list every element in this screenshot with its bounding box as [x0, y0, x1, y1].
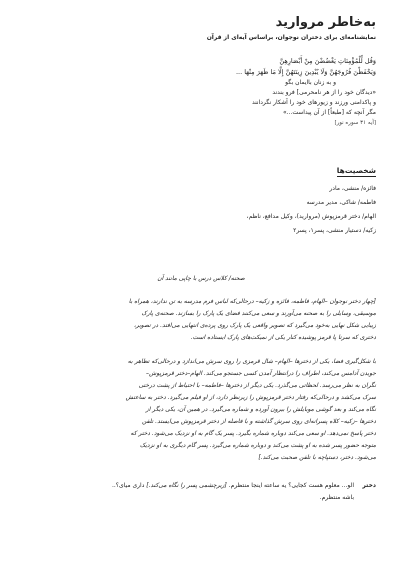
- cast-member: فائزه/ منشی، مادر: [329, 185, 376, 192]
- persian-translation-line: و به زنان باایمان بگو: [285, 79, 336, 86]
- stage-direction-paragraph: [26, 296, 376, 344]
- paragraph-line: با شکل‌گیری فضا، یکی از دخترها –الهام– شال قرمزی را روی سرش می‌اندازد و درحالی‌که تظاهر به: [127, 358, 376, 365]
- paragraph-line: جویدن آدامس می‌کند، اطراف را درانتظار آمدن کسی جستجو می‌کند. الهام–دختر قرمزپوش–: [146, 370, 376, 377]
- paragraph-line: دختر پاسخ نمی‌دهد. او سعی می‌کند دوباره شماره بگیرد. پسر یک گام به او نزدیک می‌شود. دختر که: [130, 430, 376, 437]
- cast-heading: شخصیت‌ها: [336, 166, 376, 175]
- arabic-verse-line: وَقُل لِّلْمُؤْمِنَاتِ يَغْضُضْنَ مِنْ أَبْصَارِهِنَّ: [279, 57, 376, 65]
- paragraph-line: [چهار دختر نوجوان –الهام، فاطمه، فائزه و زکیه– درحالی‌که لباس فرم مدرسه به تن ندارند، همراه با: [128, 298, 376, 305]
- cast-member: الهام/ دختر قرمزپوش (مروارید)، وکیل مدافع، ناظم،: [246, 213, 376, 220]
- speaker-name: دختر: [362, 482, 376, 489]
- dialogue-block: [26, 480, 376, 504]
- stage-direction-inline: [زیرچشمی پسر را نگاه می‌کند.]: [146, 482, 227, 489]
- persian-translation-line: و پاکدامنی ورزند و زیورهای خود را آشکار نگردانند: [251, 99, 376, 106]
- paragraph-line: موسیقی، وسایلی را به صحنه می‌آورند و سعی می‌کنند فضای یک پارک را بسازند. صحنه‌ی پارک: [141, 310, 376, 317]
- scene-heading: صحنه/ کلاس درس با چاپی مانند آن: [157, 275, 245, 282]
- verse-reference: [آیه ۳۱ سوره نور]: [334, 120, 376, 126]
- cast-list: [26, 182, 376, 238]
- dialogue-line: باشه منتظرم.: [319, 494, 354, 501]
- paragraph-line: دختری که سرتا پا قرمز پوشیده کنار یکی از نمیکت‌های پارک ایستاده است.: [190, 334, 376, 341]
- dialogue-line: الو... معلوم هست کجایی؟ یه ساعته اینجا منتظرم. [زیرچشمی پسر را نگاه می‌کند.] داری میای؟..: [111, 482, 354, 489]
- persian-translation-line: مگر آنچه که [طبعاً] از آن پیداست...»: [282, 109, 376, 116]
- paragraph-line: زیبایی شکل نهایی به‌خود می‌گیرد که تصویر واقعی یک پارک روی پرده‌ی انتهایی می‌افتد. در تصویر،: [133, 322, 376, 329]
- paragraph-line: متوجه حضور پسر شده به او پشت می‌کند و دوباره شماره می‌گیرد. پسر گام دیگری به او نزدیک: [139, 442, 376, 449]
- persian-translation-line: «دیدگان خود را از هر نامحرمی] فرو بندند: [272, 89, 376, 96]
- arabic-verse-line: وَيَحْفَظْنَ فُرُوجَهُنَّ وَلَا يُبْدِينَ زِينَتَهُنَّ إِلَّا مَا ظَهَرَ مِنْهَا ...: [235, 68, 376, 76]
- paragraph-line: سرک می‌کشد و درحالی‌که رفتار دختر قرمزپوش را زیرنظر دارد، از او فیلم می‌گیرد. دختر به ساعتش: [125, 394, 376, 401]
- play-title: به‌خاطر مروارید: [275, 15, 376, 30]
- cast-member: زکیه/ دستیار منشی، پسر۱، پسر۲: [293, 227, 376, 234]
- paragraph-line: نگاه می‌کند و بعد گوشی موبایلش را بیرون آورده و شماره می‌گیرد. در همین آن، یکی دیگر از: [145, 406, 376, 413]
- dialogue-text: [26, 480, 354, 504]
- quran-quote: [136, 56, 376, 128]
- paragraph-line: می‌شود. دختر، دستپاچه با تلفن صحبت می‌کند.]: [258, 454, 376, 461]
- paragraph-line: دخترها –زکیه– کلاه پسرانه‌ای روی سرش گذاشته و با فاصله از دختر قرمزپوش می‌ایستد. تلفن: [142, 418, 376, 425]
- cast-member: فاطمه/ شاکی، مدیر مدرسه: [306, 199, 376, 206]
- play-subtitle: نمایشنامه‌ای برای دختران نوجوان، براساس آیه‌ای از قرآن: [206, 34, 376, 41]
- stage-direction-paragraph: [26, 356, 376, 464]
- paragraph-line: نگران به نظر می‌رسد. لحظاتی می‌گذرد. یکی دیگر از دخترها –فاطمه– با احتیاط از پشت درختی: [138, 382, 376, 389]
